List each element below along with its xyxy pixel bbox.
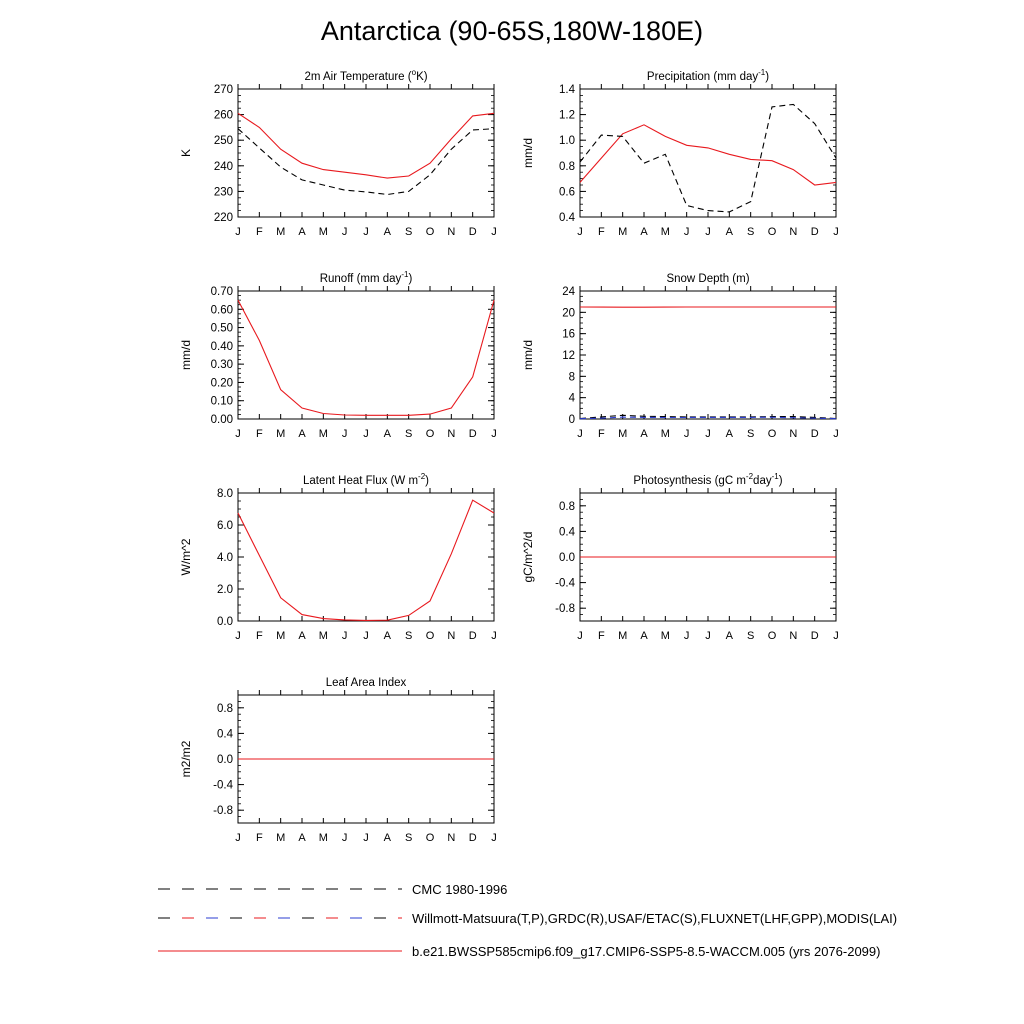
x-tick-label: A — [725, 428, 734, 440]
chart-panel-1 — [521, 68, 839, 238]
x-tick-label: A — [640, 630, 648, 642]
x-tick-label: J — [363, 226, 369, 238]
x-tick-label: J — [235, 630, 241, 642]
x-tick-label: J — [705, 630, 711, 642]
y-tick-label: 260 — [213, 109, 233, 122]
x-tick-label: N — [447, 832, 456, 844]
x-tick-label: O — [767, 428, 777, 440]
panel-title: Runoff (mm day$^{-1}$) — [319, 270, 413, 285]
x-tick-label: M — [276, 428, 286, 440]
x-tick-label: J — [341, 226, 348, 238]
y-axis-label: m2/m2 — [179, 740, 193, 778]
x-tick-label: S — [404, 226, 413, 238]
x-tick-label: D — [468, 226, 477, 238]
x-tick-label: J — [363, 630, 369, 642]
y-tick-label: -0.8 — [213, 805, 233, 818]
y-tick-label: 24 — [562, 286, 575, 298]
x-tick-label: F — [597, 630, 605, 642]
x-tick-label: J — [235, 226, 241, 238]
y-tick-label: 0.60 — [210, 304, 233, 317]
y-tick-label: 8.0 — [217, 488, 233, 500]
x-tick-label: J — [235, 428, 241, 440]
panel-title: Precipitation (mm day$^{-1}$) — [646, 68, 770, 83]
y-tick-label: 0.30 — [210, 359, 233, 372]
panel-title: 2m Air Temperature ($^o$K) — [304, 68, 428, 83]
x-tick-label: J — [577, 428, 583, 440]
x-tick-label: J — [363, 832, 369, 844]
panel-title: Leaf Area Index — [325, 677, 407, 689]
x-tick-label: A — [383, 630, 392, 642]
x-tick-label: J — [341, 428, 348, 440]
x-tick-label: J — [491, 428, 497, 440]
x-tick-label: J — [683, 226, 690, 238]
x-tick-label: A — [298, 832, 306, 844]
y-tick-label: 230 — [213, 186, 233, 199]
y-tick-label: 0.20 — [210, 377, 233, 390]
chart-panel-0 — [179, 68, 497, 238]
y-axis-label: K — [179, 148, 193, 158]
chart-panel-3 — [521, 273, 839, 440]
page-title: Antarctica (90-65S,180W-180E) — [320, 16, 704, 46]
x-tick-label: M — [276, 832, 286, 844]
y-tick-label: 0.6 — [559, 186, 575, 199]
x-tick-label: S — [404, 832, 413, 844]
x-tick-label: M — [276, 630, 286, 642]
plot-frame — [580, 291, 836, 419]
panel-title: Snow Depth (m) — [666, 273, 750, 285]
x-tick-label: A — [298, 630, 306, 642]
y-tick-label: 4 — [568, 392, 575, 405]
y-tick-label: 2.0 — [217, 584, 233, 596]
x-tick-label: J — [833, 428, 839, 440]
chart-panel-5 — [521, 472, 839, 642]
panel-title: Photosynthesis (gC $m^{-2}day^{-1}$) — [633, 472, 783, 487]
x-tick-label: A — [383, 832, 392, 844]
x-tick-label: M — [318, 832, 328, 844]
x-tick-label: J — [833, 226, 839, 238]
x-tick-label: M — [618, 630, 628, 642]
x-tick-label: J — [705, 226, 711, 238]
y-tick-label: 0.0 — [559, 552, 575, 564]
x-tick-label: O — [767, 226, 777, 238]
x-tick-label: M — [276, 226, 286, 238]
x-tick-label: J — [491, 832, 497, 844]
y-tick-label: 250 — [213, 135, 233, 148]
x-tick-label: F — [597, 226, 605, 238]
y-tick-label: 1.0 — [559, 135, 575, 148]
series-line-0 — [238, 500, 494, 620]
legend — [158, 882, 897, 959]
x-tick-label: M — [660, 428, 670, 440]
y-tick-label: 0.8 — [559, 500, 575, 513]
x-tick-label: M — [618, 226, 628, 238]
x-tick-label: N — [447, 226, 456, 238]
plot-frame — [238, 291, 494, 419]
y-tick-label: 4.0 — [217, 552, 233, 564]
x-tick-label: F — [255, 226, 263, 238]
x-tick-label: J — [235, 832, 241, 844]
x-tick-label: M — [318, 226, 328, 238]
y-tick-label: 270 — [213, 84, 233, 96]
y-tick-label: 1.4 — [559, 84, 575, 96]
x-tick-label: M — [318, 428, 328, 440]
x-tick-label: J — [577, 630, 583, 642]
legend-label: Willmott-Matsuura(T,P),GRDC(R),USAF/ETAC(S),FLUXNET(LHF,GPP),MODIS(LAI) — [412, 911, 898, 926]
x-tick-label: F — [255, 428, 263, 440]
y-tick-label: 240 — [213, 160, 233, 173]
y-axis-label: W/m^2 — [179, 538, 193, 576]
x-tick-label: A — [640, 428, 648, 440]
x-tick-label: J — [491, 630, 497, 642]
x-tick-label: M — [660, 630, 670, 642]
x-tick-label: O — [425, 428, 435, 440]
y-tick-label: 0.0 — [217, 754, 233, 766]
x-tick-label: D — [468, 832, 477, 844]
y-tick-label: 0.0 — [217, 616, 233, 628]
x-tick-label: A — [298, 226, 306, 238]
y-tick-label: 20 — [562, 307, 575, 320]
x-tick-label: A — [298, 428, 306, 440]
x-tick-label: M — [318, 630, 328, 642]
x-tick-label: O — [425, 226, 435, 238]
y-tick-label: 0.8 — [217, 702, 233, 715]
y-tick-label: 1.2 — [559, 109, 575, 122]
x-tick-label: J — [833, 630, 839, 642]
x-tick-label: F — [255, 630, 263, 642]
x-tick-label: D — [810, 428, 819, 440]
x-tick-label: F — [597, 428, 605, 440]
x-tick-label: S — [746, 226, 755, 238]
y-tick-label: 0.8 — [559, 160, 575, 173]
x-tick-label: F — [255, 832, 263, 844]
chart-panel-4 — [179, 472, 497, 642]
y-tick-label: 0.4 — [559, 212, 575, 224]
x-tick-label: M — [660, 226, 670, 238]
x-tick-label: D — [810, 226, 819, 238]
x-tick-label: M — [618, 428, 628, 440]
x-tick-label: D — [810, 630, 819, 642]
x-tick-label: J — [683, 428, 690, 440]
x-tick-label: J — [577, 226, 583, 238]
y-tick-label: -0.4 — [213, 779, 233, 792]
series-line-1 — [238, 129, 494, 195]
y-tick-label: 0.4 — [217, 728, 233, 741]
x-tick-label: S — [746, 428, 755, 440]
series-line-1 — [580, 104, 836, 211]
x-tick-label: D — [468, 630, 477, 642]
x-tick-label: N — [447, 630, 456, 642]
y-axis-label: mm/d — [521, 340, 535, 370]
y-tick-label: 6.0 — [217, 520, 233, 532]
y-tick-label: 0.10 — [210, 395, 233, 408]
plot-frame — [238, 493, 494, 621]
y-tick-label: 220 — [213, 212, 233, 224]
y-tick-label: 0.40 — [210, 340, 233, 353]
x-tick-label: S — [746, 630, 755, 642]
y-axis-label: mm/d — [179, 340, 193, 370]
x-tick-label: O — [425, 630, 435, 642]
x-tick-label: A — [383, 428, 392, 440]
x-tick-label: A — [725, 630, 734, 642]
y-tick-label: -0.8 — [555, 603, 575, 616]
plot-frame — [580, 89, 836, 217]
x-tick-label: A — [383, 226, 392, 238]
y-tick-label: 16 — [562, 328, 575, 341]
y-tick-label: 0.00 — [210, 414, 233, 426]
x-tick-label: N — [789, 226, 798, 238]
x-tick-label: J — [683, 630, 690, 642]
series-line-0 — [238, 300, 494, 415]
x-tick-label: A — [725, 226, 734, 238]
y-tick-label: -0.4 — [555, 577, 575, 590]
x-tick-label: N — [789, 630, 798, 642]
y-axis-label: gC/m^2/d — [521, 531, 535, 583]
y-tick-label: 8 — [568, 371, 575, 384]
y-tick-label: 0.70 — [210, 286, 233, 298]
x-tick-label: J — [491, 226, 497, 238]
x-tick-label: N — [447, 428, 456, 440]
x-tick-label: D — [468, 428, 477, 440]
y-tick-label: 0.50 — [210, 322, 233, 335]
plot-frame — [238, 89, 494, 217]
x-tick-label: O — [767, 630, 777, 642]
legend-label: b.e21.BWSSP585cmip6.f09_g17.CMIP6-SSP5-8.5-WACCM.005 (yrs 2076-2099) — [412, 944, 881, 959]
series-line-0 — [238, 113, 494, 178]
x-tick-label: J — [341, 832, 348, 844]
x-tick-label: A — [640, 226, 648, 238]
x-tick-label: S — [404, 428, 413, 440]
x-tick-label: J — [705, 428, 711, 440]
x-tick-label: S — [404, 630, 413, 642]
chart-panel-2 — [179, 270, 497, 440]
x-tick-label: J — [341, 630, 348, 642]
y-axis-label: mm/d — [521, 138, 535, 168]
series-line-0 — [580, 125, 836, 185]
y-tick-label: 12 — [562, 350, 575, 362]
panel-title: Latent Heat Flux (W $m^{-2}$) — [302, 472, 430, 487]
chart-panel-6 — [179, 677, 497, 844]
legend-label: CMC 1980-1996 — [412, 882, 508, 897]
y-tick-label: 0.4 — [559, 526, 575, 539]
x-tick-label: O — [425, 832, 435, 844]
x-tick-label: J — [363, 428, 369, 440]
x-tick-label: N — [789, 428, 798, 440]
y-tick-label: 0 — [568, 414, 575, 426]
